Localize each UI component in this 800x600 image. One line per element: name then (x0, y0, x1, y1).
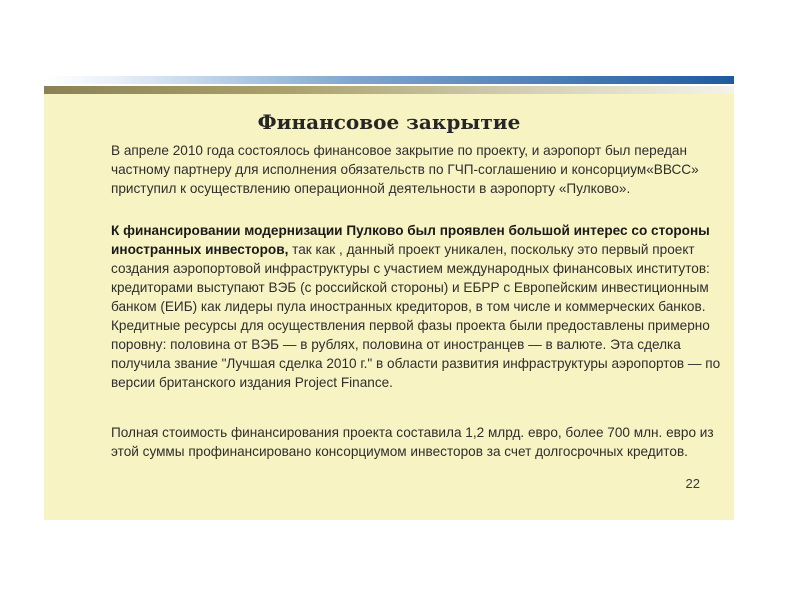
paragraph-total-cost: Полная стоимость финансирования проекта составила 1,2 млрд. евро, более 700 млн. евро из этой суммы профинансировано консорциумом инвесторов за счет долгосрочных кредитов. (111, 425, 714, 459)
decorative-olive-band (44, 86, 734, 94)
paragraph-foreign-investors-lead: К финансировании модернизации Пулково был проявлен большой интерес со стороны иностранных инвесторов, (111, 223, 710, 257)
paragraph-financial-close: В апреле 2010 года состоялось финансовое закрытие по проекту, и аэропорт был передан частному партнеру для исполнения обязательств по ГЧП-соглашению и консорциум«ВВСС» приступил к осуществлению операционной деятельности в аэропорту «Пулково». (111, 143, 699, 196)
slide-title: Финансовое закрытие (257, 110, 521, 134)
paragraph-foreign-investors (111, 221, 721, 392)
paragraph-foreign-investors-body: так как , данный проект уникален, поскольку это первый проект создания аэропортовой инфраструктуры с участием международных финансовых институтов: кредиторами выступают ВЭБ (с российской стороны) и ЕБРР с Европейским инвестиционным банком (ЕИБ) как лидеры пула иностранных кредиторов, в том числе и коммерческих банков. Кредитные ресурсы для осуществления первой фазы проекта были предоставлены примерно поровну: половина от ВЭБ — в рублях, половина от иностранцев — в валюте. Эта сделка получила звание "Лучшая сделка 2010 г." в области развития инфраструктуры аэропортов — по версии британского издания Project Finance. (111, 242, 721, 390)
slide-content-area (44, 94, 734, 520)
page-number: 22 (685, 476, 700, 491)
decorative-blue-band (44, 76, 734, 84)
